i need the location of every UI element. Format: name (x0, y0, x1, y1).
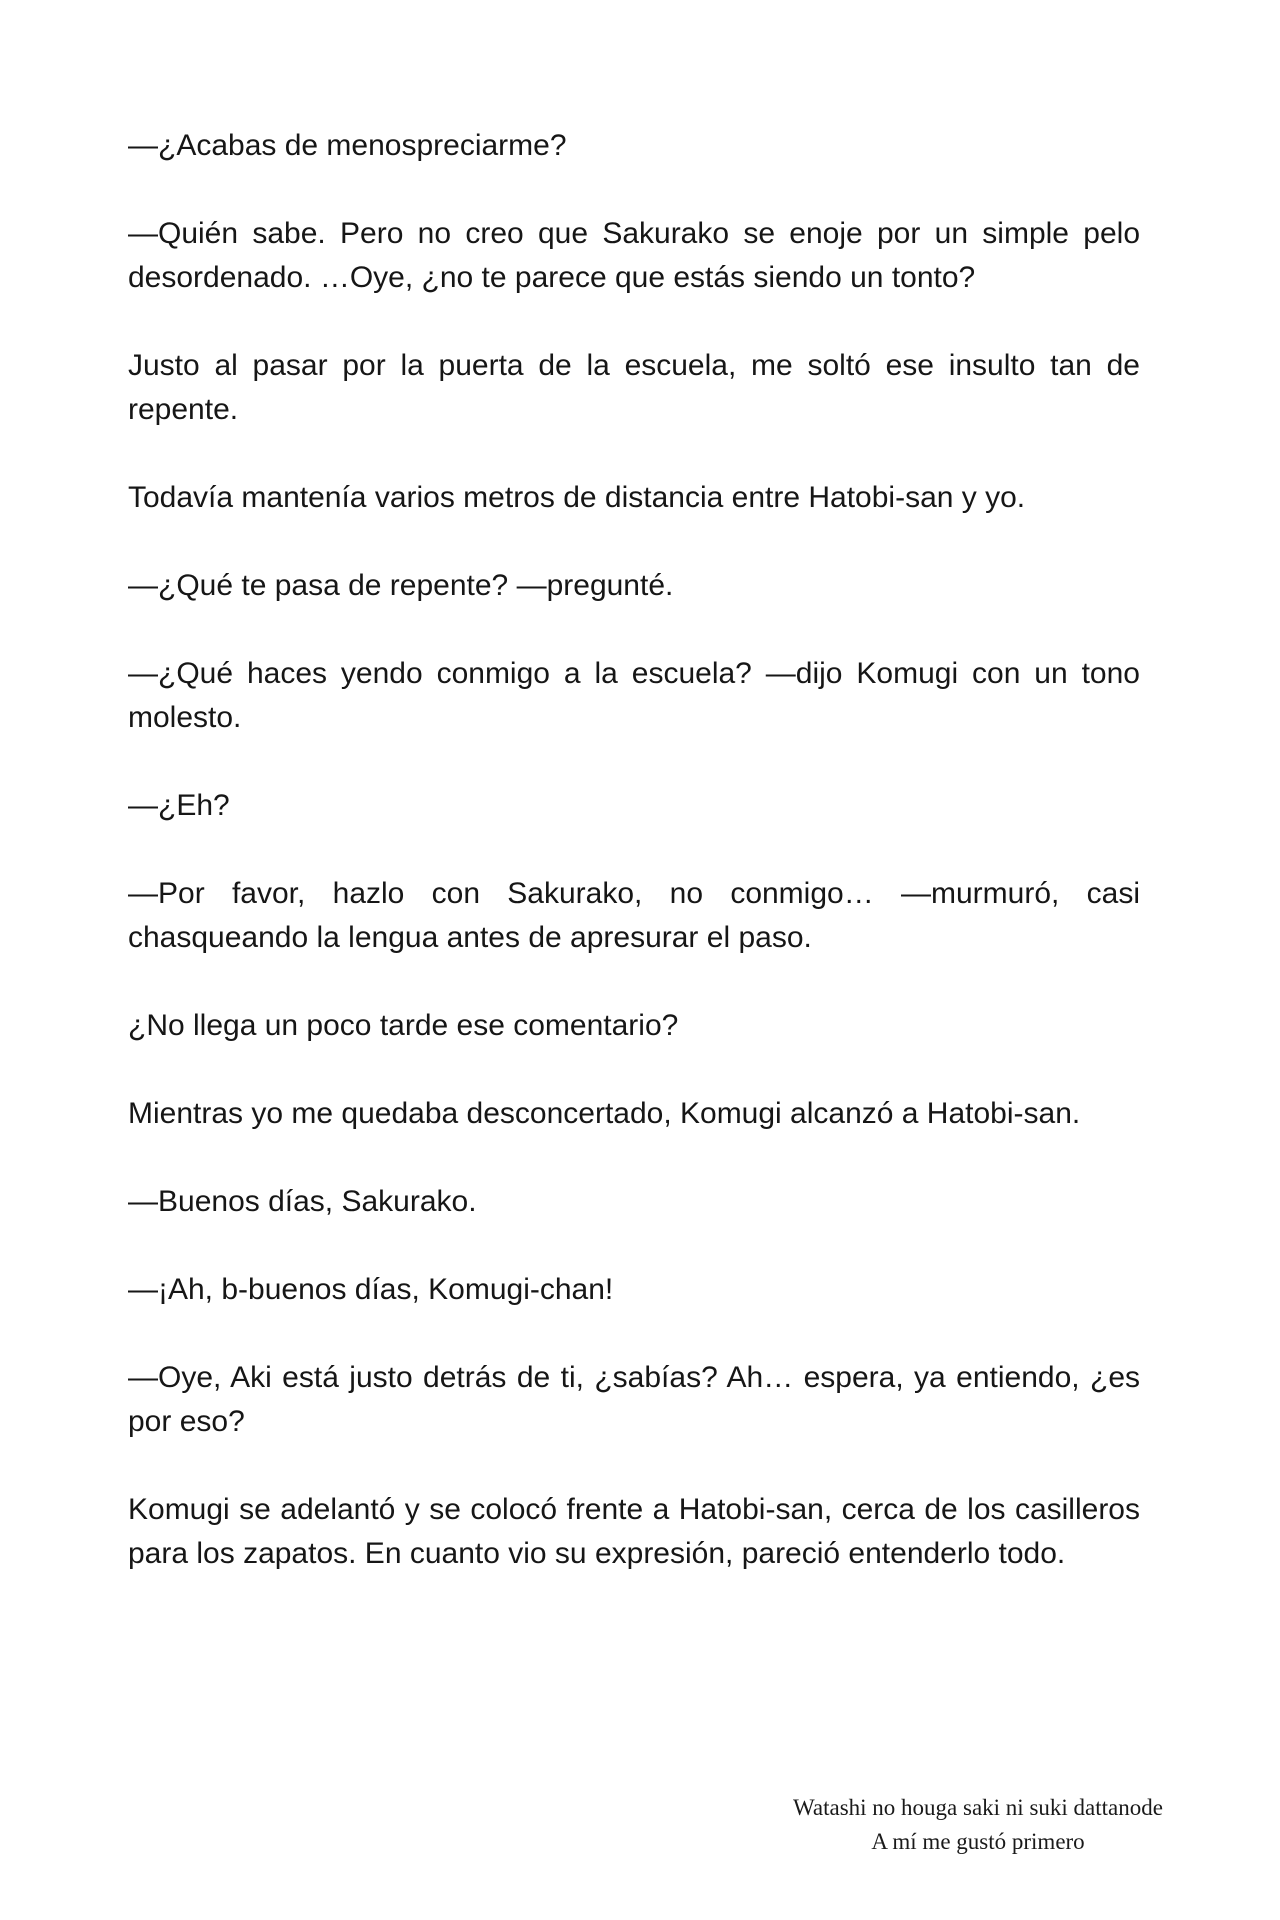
paragraph: —¡Ah, b-buenos días, Komugi-chan! (128, 1273, 614, 1306)
paragraph: Mientras yo me quedaba desconcertado, Komugi alcanzó a Hatobi-san. (128, 1097, 1081, 1130)
footer-title-spanish: A mí me gustó primero (871, 1829, 1085, 1854)
paragraph: Justo al pasar por la puerta de la escuela, me soltó ese insulto tan de repente. (128, 349, 1140, 426)
paragraph: —¿Acabas de menospreciarme? (128, 129, 567, 162)
paragraph: —Quién sabe. Pero no creo que Sakurako se enoje por un simple pelo desordenado. …Oye, ¿no te parece que estás siendo un tonto? (128, 217, 1140, 294)
paragraph: Komugi se adelantó y se colocó frente a Hatobi-san, cerca de los casilleros para los zapatos. En cuanto vio su expresión, pareció entenderlo todo. (128, 1493, 1140, 1570)
paragraph: ¿No llega un poco tarde ese comentario? (128, 1009, 679, 1042)
page-body-text (128, 124, 1140, 1620)
paragraph: —¿Eh? (128, 789, 230, 822)
paragraph: —¿Qué te pasa de repente? —pregunté. (128, 569, 674, 602)
page-footer (740, 1791, 1216, 1859)
paragraph: —Buenos días, Sakurako. (128, 1185, 477, 1218)
paragraph: —Oye, Aki está justo detrás de ti, ¿sabías? Ah… espera, ya entiendo, ¿es por eso? (128, 1361, 1140, 1438)
paragraph: Todavía mantenía varios metros de distancia entre Hatobi-san y yo. (128, 481, 1026, 514)
paragraph: —Por favor, hazlo con Sakurako, no conmigo… —murmuró, casi chasqueando la lengua antes de apresurar el paso. (128, 877, 1140, 954)
paragraph: —¿Qué haces yendo conmigo a la escuela? —dijo Komugi con un tono molesto. (128, 657, 1140, 734)
footer-title-japanese: Watashi no houga saki ni suki dattanode (793, 1795, 1163, 1820)
